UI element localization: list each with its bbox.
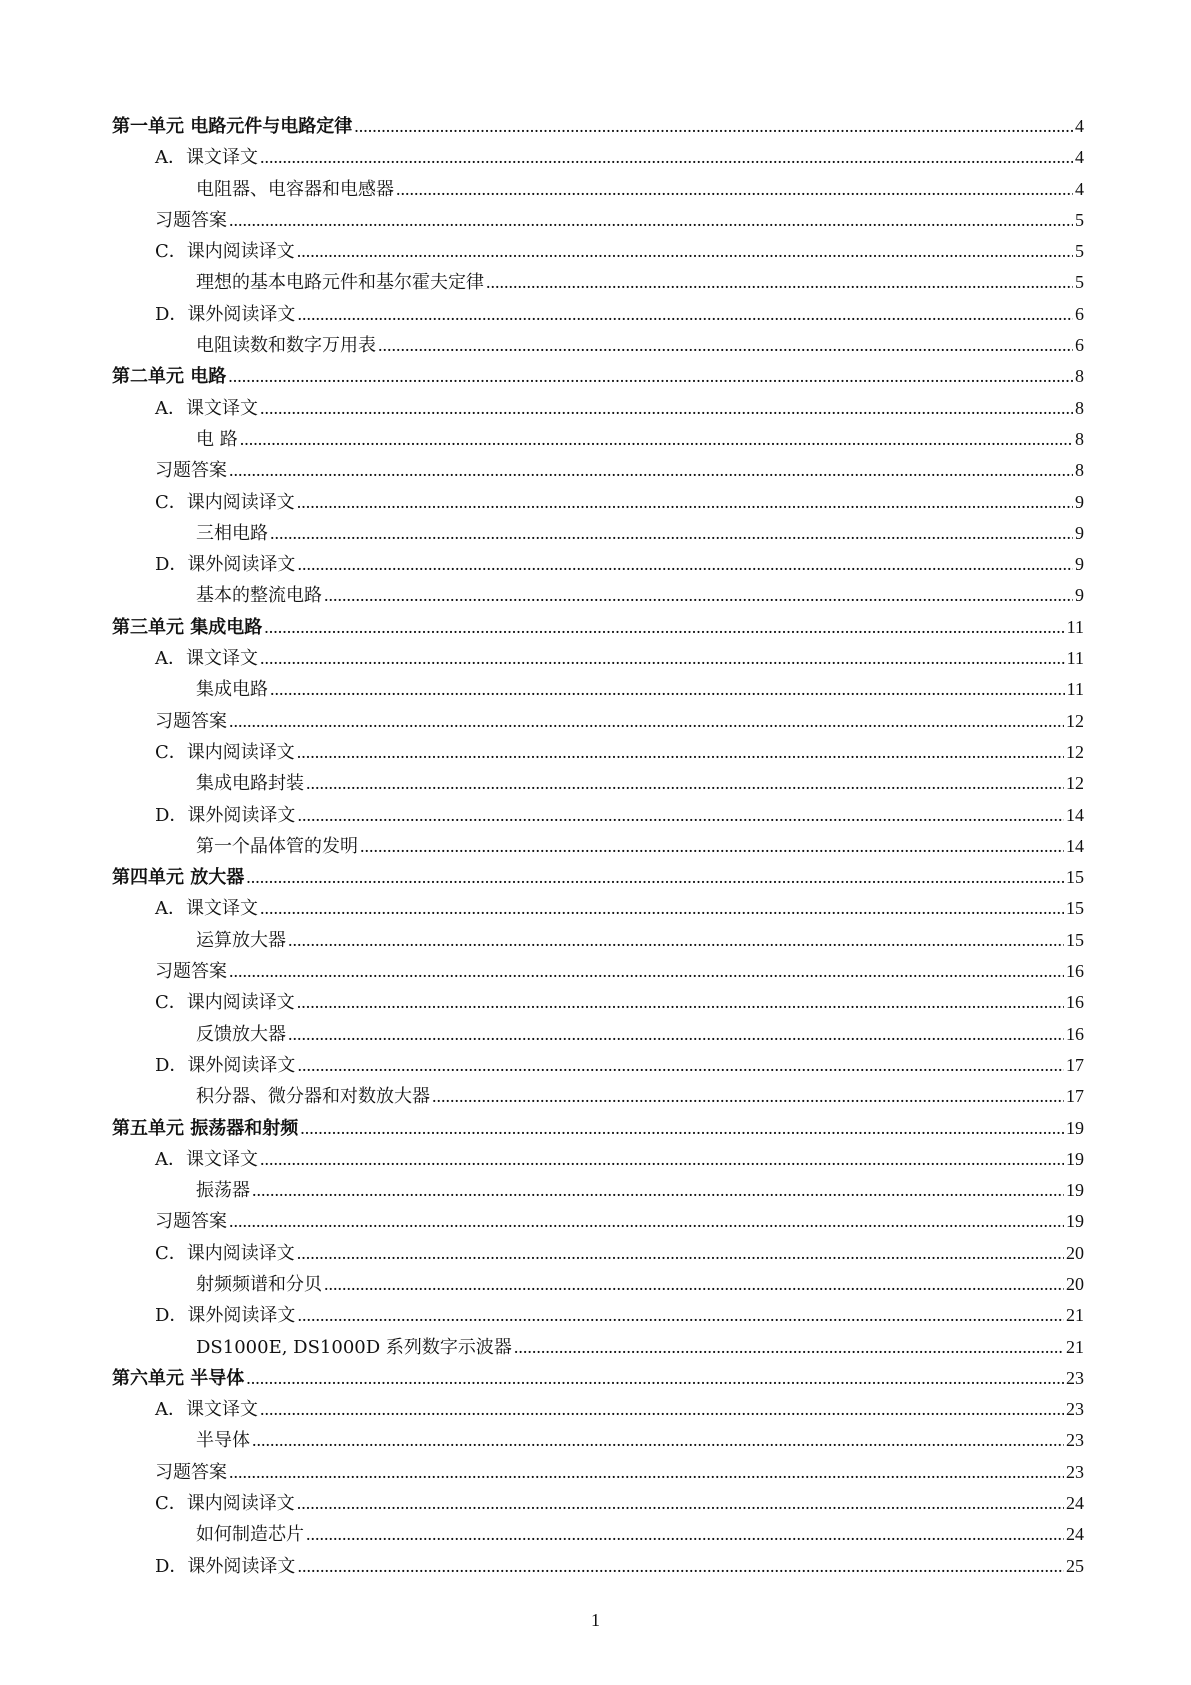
toc-entry-page-number: 11 [1066,679,1084,700]
toc-entry-label: 第六单元 半导体 [112,1367,245,1389]
toc-subsection-entry[interactable] [112,1081,1084,1112]
toc-entry-label: 半导体 [196,1430,250,1452]
toc-entry-page-number: 25 [1066,1555,1084,1576]
toc-section-entry[interactable] [112,1488,1084,1519]
toc-section-entry[interactable] [112,1457,1084,1488]
dot-leader [229,205,1073,236]
dot-leader [306,768,1064,799]
dot-leader [297,1551,1064,1582]
dot-leader [297,299,1073,330]
toc-entry-page-number: 9 [1075,522,1084,543]
dot-leader [260,643,1065,674]
dot-leader [240,424,1073,455]
toc-entry-page-number: 11 [1066,648,1084,669]
toc-entry-label: A．课文译文 [155,1399,258,1421]
toc-section-entry[interactable] [112,205,1084,236]
toc-entry-label: D．课外阅读译文 [155,1305,296,1327]
dot-leader [260,393,1073,424]
toc-section-entry[interactable] [112,455,1084,486]
toc-section-entry[interactable] [112,549,1084,580]
toc-entry-page-number: 9 [1075,585,1084,606]
toc-entry-page-number: 5 [1075,272,1084,293]
toc-section-entry[interactable] [112,393,1084,424]
toc-entry-page-number: 8 [1075,366,1084,387]
dot-leader [324,1269,1064,1300]
toc-section-entry[interactable] [112,893,1084,924]
toc-entry-label: 电阻读数和数字万用表 [196,335,376,357]
toc-entry-label: 习题答案 [155,710,227,732]
dot-leader [252,1175,1064,1206]
toc-entry-page-number: 6 [1075,303,1084,324]
toc-entry-label: D．课外阅读译文 [155,804,296,826]
toc-section-entry[interactable] [112,299,1084,330]
dot-leader [297,1300,1064,1331]
toc-entry-page-number: 6 [1075,335,1084,356]
toc-entry-page-number: 15 [1066,867,1084,888]
toc-entry-label: 理想的基本电路元件和基尔霍夫定律 [196,272,484,294]
dot-leader [288,925,1064,956]
toc-entry-page-number: 8 [1075,428,1084,449]
toc-subsection-entry[interactable] [112,1332,1084,1363]
toc-entry-page-number: 11 [1066,616,1084,637]
toc-entry-label: 电阻器、电容器和电感器 [196,178,394,200]
toc-entry-page-number: 19 [1066,1180,1084,1201]
dot-leader [297,987,1064,1018]
toc-entry-page-number: 20 [1066,1273,1084,1294]
toc-subsection-entry[interactable] [112,174,1084,205]
toc-entry-page-number: 14 [1066,835,1084,856]
toc-entry-page-number: 19 [1066,1211,1084,1232]
toc-entry-page-number: 17 [1066,1054,1084,1075]
toc-entry-label: A．课文译文 [155,1148,258,1170]
dot-leader [396,174,1073,205]
dot-leader [260,1144,1064,1175]
toc-entry-label: D．课外阅读译文 [155,1054,296,1076]
toc-section-entry[interactable] [112,142,1084,173]
toc-subsection-entry[interactable] [112,768,1084,799]
toc-section-entry[interactable] [112,1551,1084,1582]
dot-leader [432,1081,1064,1112]
toc-entry-label: 习题答案 [155,1461,227,1483]
dot-leader [360,831,1064,862]
dot-leader [288,1019,1064,1050]
toc-entry-label: A．课文译文 [155,397,258,419]
toc-entry-page-number: 8 [1075,397,1084,418]
toc-section-entry[interactable] [112,643,1084,674]
dot-leader [354,111,1073,142]
dot-leader [297,549,1073,580]
toc-entry-label: A．课文译文 [155,147,258,169]
dot-leader [297,236,1073,267]
dot-leader [297,800,1064,831]
toc-section-entry[interactable] [112,236,1084,267]
toc-entry-label: D．课外阅读译文 [155,1555,296,1577]
toc-subsection-entry[interactable] [112,267,1084,298]
dot-leader [229,1206,1064,1237]
toc-entry-label: 振荡器 [196,1180,250,1202]
toc-subsection-entry[interactable] [112,580,1084,611]
toc-section-entry[interactable] [112,956,1084,987]
toc-unit-entry[interactable] [112,862,1084,893]
dot-leader [246,1363,1064,1394]
toc-entry-page-number: 16 [1066,1023,1084,1044]
toc-section-entry[interactable] [112,800,1084,831]
dot-leader [260,1394,1064,1425]
toc-subsection-entry[interactable] [112,1175,1084,1206]
dot-leader [270,674,1065,705]
toc-subsection-entry[interactable] [112,674,1084,705]
toc-entry-label: 第五单元 振荡器和射频 [112,1117,299,1139]
toc-entry-label: 第二单元 电路 [112,366,227,388]
toc-entry-page-number: 21 [1066,1336,1084,1357]
toc-entry-label: C．课内阅读译文 [155,1242,295,1264]
dot-leader [486,267,1073,298]
toc-entry-label: 第四单元 放大器 [112,867,245,889]
toc-subsection-entry[interactable] [112,330,1084,361]
toc-entry-label: 运算放大器 [196,929,286,951]
toc-entry-page-number: 24 [1066,1493,1084,1514]
toc-entry-label: DS1000E, DS1000D 系列数字示波器 [196,1336,512,1358]
toc-entry-page-number: 8 [1075,460,1084,481]
toc-unit-entry[interactable] [112,1113,1084,1144]
toc-subsection-entry[interactable] [112,1269,1084,1300]
toc-subsection-entry[interactable] [112,1519,1084,1550]
toc-entry-label: 集成电路 [196,679,268,701]
toc-entry-label: A．课文译文 [155,898,258,920]
toc-entry-label: 习题答案 [155,209,227,231]
toc-entry-page-number: 17 [1066,1086,1084,1107]
toc-entry-page-number: 16 [1066,992,1084,1013]
toc-section-entry[interactable] [112,1238,1084,1269]
toc-entry-label: 习题答案 [155,460,227,482]
toc-entry-label: 第一个晶体管的发明 [196,835,358,857]
toc-unit-entry[interactable] [112,612,1084,643]
toc-subsection-entry[interactable] [112,424,1084,455]
toc-entry-label: C．课内阅读译文 [155,241,295,263]
toc-section-entry[interactable] [112,1206,1084,1237]
toc-section-entry[interactable] [112,1050,1084,1081]
toc-entry-label: 习题答案 [155,1211,227,1233]
toc-entry-page-number: 4 [1075,178,1084,199]
dot-leader [297,1050,1064,1081]
toc-subsection-entry[interactable] [112,831,1084,862]
dot-leader [252,1425,1064,1456]
dot-leader [229,956,1064,987]
dot-leader [246,862,1064,893]
toc-entry-label: 射频频谱和分贝 [196,1273,322,1295]
toc-entry-page-number: 12 [1066,773,1084,794]
table-of-contents [112,111,1084,1582]
dot-leader [514,1332,1064,1363]
toc-entry-page-number: 4 [1075,147,1084,168]
toc-section-entry[interactable] [112,487,1084,518]
dot-leader [270,518,1073,549]
toc-entry-page-number: 21 [1066,1305,1084,1326]
toc-entry-page-number: 23 [1066,1461,1084,1482]
dot-leader [297,1238,1064,1269]
toc-entry-page-number: 16 [1066,961,1084,982]
dot-leader [378,330,1073,361]
toc-entry-page-number: 12 [1066,741,1084,762]
dot-leader [229,706,1064,737]
toc-entry-label: 电 路 [196,428,238,450]
toc-entry-label: 如何制造芯片 [196,1524,304,1546]
toc-subsection-entry[interactable] [112,1019,1084,1050]
toc-entry-page-number: 5 [1075,209,1084,230]
toc-entry-label: 三相电路 [196,522,268,544]
toc-entry-page-number: 23 [1066,1399,1084,1420]
toc-entry-label: C．课内阅读译文 [155,741,295,763]
toc-unit-entry[interactable] [112,111,1084,142]
dot-leader [229,1457,1064,1488]
toc-entry-label: D．课外阅读译文 [155,303,296,325]
dot-leader [260,142,1073,173]
dot-leader [264,612,1064,643]
toc-entry-label: A．课文译文 [155,648,258,670]
dot-leader [324,580,1073,611]
toc-section-entry[interactable] [112,1300,1084,1331]
toc-entry-label: 习题答案 [155,961,227,983]
dot-leader [260,893,1064,924]
toc-subsection-entry[interactable] [112,1425,1084,1456]
toc-entry-label: 集成电路封装 [196,773,304,795]
page-number: 1 [591,1610,600,1630]
toc-entry-label: 基本的整流电路 [196,585,322,607]
dot-leader [297,1488,1064,1519]
toc-unit-entry[interactable] [112,1363,1084,1394]
toc-entry-page-number: 15 [1066,898,1084,919]
toc-entry-label: C．课内阅读译文 [155,992,295,1014]
dot-leader [306,1519,1064,1550]
toc-section-entry[interactable] [112,987,1084,1018]
dot-leader [297,487,1073,518]
toc-entry-page-number: 19 [1066,1117,1084,1138]
toc-section-entry[interactable] [112,1144,1084,1175]
toc-entry-label: C．课内阅读译文 [155,1493,295,1515]
toc-section-entry[interactable] [112,737,1084,768]
toc-entry-label: 第一单元 电路元件与电路定律 [112,116,353,137]
dot-leader [300,1113,1064,1144]
toc-entry-page-number: 24 [1066,1524,1084,1545]
dot-leader [229,455,1073,486]
toc-entry-page-number: 9 [1075,491,1084,512]
toc-entry-label: D．课外阅读译文 [155,554,296,576]
toc-entry-page-number: 9 [1075,554,1084,575]
toc-subsection-entry[interactable] [112,518,1084,549]
toc-entry-page-number: 14 [1066,804,1084,825]
toc-unit-entry[interactable] [112,361,1084,392]
toc-entry-page-number: 23 [1066,1367,1084,1388]
toc-section-entry[interactable] [112,1394,1084,1425]
toc-entry-page-number: 4 [1075,116,1084,136]
toc-entry-label: 第三单元 集成电路 [112,616,263,638]
toc-entry-page-number: 15 [1066,929,1084,950]
toc-entry-page-number: 23 [1066,1430,1084,1451]
toc-entry-page-number: 12 [1066,710,1084,731]
toc-entry-page-number: 20 [1066,1242,1084,1263]
toc-entry-label: 反馈放大器 [196,1023,286,1045]
toc-entry-page-number: 5 [1075,241,1084,262]
dot-leader [228,361,1073,392]
toc-entry-page-number: 19 [1066,1148,1084,1169]
toc-subsection-entry[interactable] [112,925,1084,956]
dot-leader [297,737,1064,768]
toc-entry-label: 积分器、微分器和对数放大器 [196,1086,430,1108]
toc-section-entry[interactable] [112,706,1084,737]
toc-entry-label: C．课内阅读译文 [155,491,295,513]
